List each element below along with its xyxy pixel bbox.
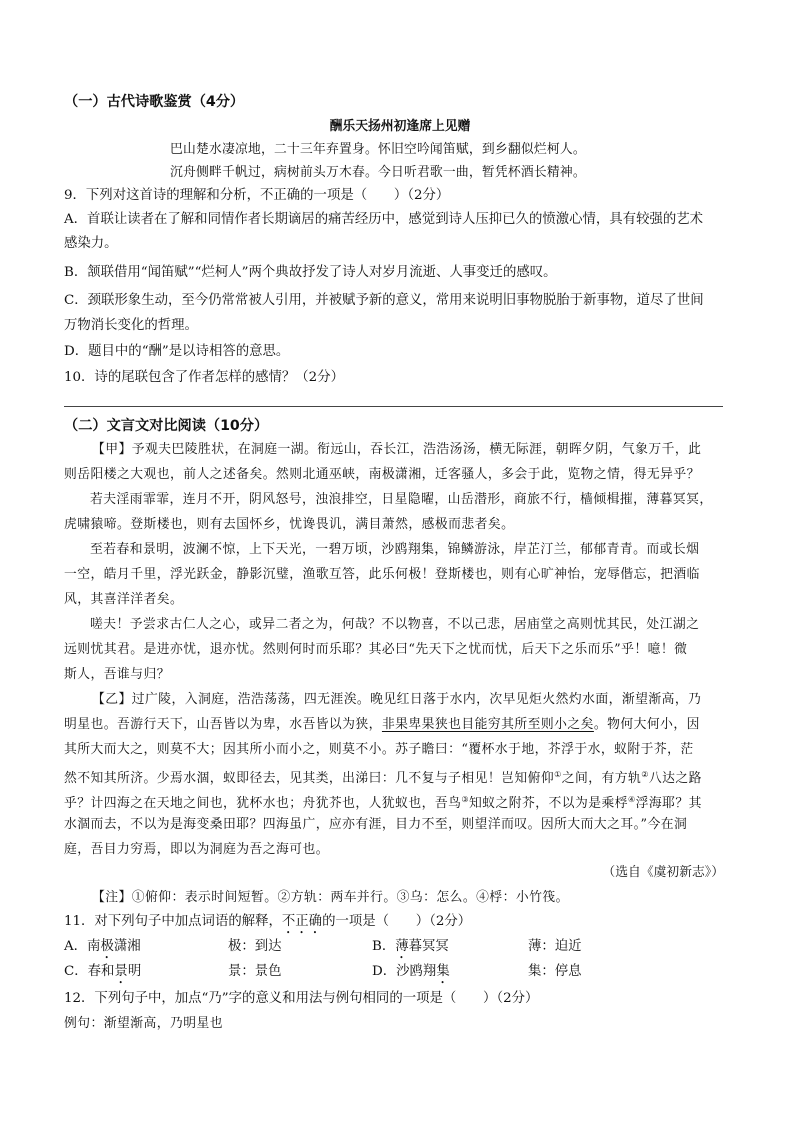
poem-line-2: 沉舟侧畔千帆过，病树前头万木春。今日听君歌一曲，暂凭杯酒长精神。 xyxy=(170,165,586,180)
jia-line-9: 远则忧其君。是进亦忧，退亦忧。然则何时而乐耶？其必曰“先天下之忧而忧，后天下之乐而乐”乎！噫！微 xyxy=(64,642,688,657)
q11-a-label: A．南 xyxy=(64,939,101,954)
q11-c-dotted: 景 xyxy=(114,964,128,979)
q11-stem-emphasis: 不正确 xyxy=(281,914,323,929)
jia-line-7: 风，其喜洋洋者矣。 xyxy=(64,592,184,607)
q11-c-label: C．春和 xyxy=(64,964,115,979)
yi-line-7: 庭，吾目力穷焉，即以为洞庭为吾之海可也。 xyxy=(64,842,329,857)
yi-line-2-end: 。物何大何小，因 xyxy=(593,717,700,732)
yi-line-5-c: 浮海耶？其 xyxy=(635,796,702,811)
yi-line-5-b: 知蚁之附芥，不以为是乘桴 xyxy=(469,796,628,811)
yi-line-3: 其所大而大之，则莫不大；因其所小而小之，则莫不小。苏子瞻曰：“覆杯水于地，芥浮于水，蚁附于芥，茫 xyxy=(64,742,694,757)
jia-line-3: 若夫淫雨霏霏，连月不开，阴风怒号，浊浪排空，日星隐曜，山岳潜形，商旅不行，樯倾楫摧，薄暮冥冥， xyxy=(90,492,713,507)
q11-option-a xyxy=(64,938,141,962)
q11-d-label: D．沙鸥翔 xyxy=(372,964,437,979)
yi-line-6: 水涸而去，不以为是海变桑田耶？四海虽广，应亦有涯，目力不至，则望洋而叹。因所大而大之耳。”今在洞 xyxy=(64,817,688,832)
note-marker-1: ① xyxy=(554,770,562,779)
q11-option-c xyxy=(64,963,141,987)
yi-line-4-a: 然不知其所济。少焉水涸，蚁即径去，见其类，出涕曰：几不复与子相见！岂知俯仰 xyxy=(64,771,555,786)
q11-option-b xyxy=(372,938,449,962)
jia-line-6: 一空，皓月千里，浮光跃金，静影沉璧，渔歌互答，此乐何极！登斯楼也，则有心旷神怡，宠辱偕忘，把酒临 xyxy=(64,567,700,582)
q11-stem-b: 的一项是（ ）（2分） xyxy=(322,914,472,929)
q11-stem-a: 11．对下列句子中加点词语的解释， xyxy=(64,914,282,929)
yi-line-2-text: 明星也。吾游行天下，山吾皆以为卑，水吾皆以为狭， xyxy=(64,717,382,732)
source-citation: （选自《虞初新志》） xyxy=(602,865,724,880)
jia-line-8: 嗟夫！予尝求古仁人之心，或异二者之为，何哉？不以物喜，不以己悲，居庙堂之高则忧其民，处江湖之 xyxy=(90,617,700,632)
q9-option-c-line1: C．颈联形象生动，至今仍常常被人引用，并被赋予新的意义，常用来说明旧事物脱胎于新事物，道尽了世间 xyxy=(64,293,704,308)
yi-line-1: 【乙】过广陵，入洞庭，浩浩荡荡，四无涯涘。晚见红日落于水内，次早见炬火然灼水面，渐望渐高，乃 xyxy=(92,692,702,707)
q11-option-b-gloss: 薄：迫近 xyxy=(528,939,582,954)
q9-option-c-line2: 万物消长变化的哲理。 xyxy=(64,318,198,333)
yi-line-4-b: 之间，有方轨 xyxy=(561,771,642,786)
poem-line-1: 巴山楚水凄凉地，二十三年弃置身。怀旧空吟闻笛赋，到乡翻似烂柯人。 xyxy=(170,142,586,157)
q10-stem: 10．诗的尾联包含了作者怎样的感情？（2分） xyxy=(64,370,344,385)
yi-line-4-c: 八达之路 xyxy=(648,771,702,786)
jia-line-5: 至若春和景明，波澜不惊，上下天光，一碧万顷，沙鸥翔集，锦鳞游泳，岸芷汀兰，郁郁青青。而或长烟 xyxy=(90,542,700,557)
q11-d-dotted: 集 xyxy=(436,964,450,979)
section-2-title: （二）文言文对比阅读（10分） xyxy=(64,418,269,434)
q9-option-d: D．题目中的“酬”是以诗相答的意思。 xyxy=(64,344,290,359)
q9-option-a-line1: A．首联让读者在了解和同情作者长期谪居的痛苦经历中，感觉到诗人压抑已久的愤激心情，具有较强的艺术 xyxy=(64,212,704,227)
q11-option-c-gloss: 景：景色 xyxy=(228,964,282,979)
yi-line-2 xyxy=(64,716,700,734)
poem-title: 酬乐天扬州初逢席上见赠 xyxy=(329,119,471,134)
yi-underlined-sentence: 非果卑果狭也目能穷其所至则小之矣 xyxy=(381,717,594,732)
note-marker-4: ④ xyxy=(628,795,636,804)
q9-option-a-line2: 感染力。 xyxy=(64,236,118,251)
q11-option-a-gloss: 极：到达 xyxy=(228,939,282,954)
annotation-notes: 【注】①俯仰：表示时间短暂。②方轨：两车并行。③乌：怎么。④桴：小竹筏。 xyxy=(92,890,569,905)
jia-line-4: 虎啸猿啼。登斯楼也，则有去国怀乡，忧谗畏讥，满目萧然，感极而悲者矣。 xyxy=(64,517,515,532)
q11-a-rest: 潇湘 xyxy=(113,939,141,954)
q9-stem: 9．下列对这首诗的理解和分析，不正确的一项是（ ）（2分） xyxy=(64,188,450,203)
note-marker-3: ③ xyxy=(461,795,470,804)
jia-line-10: 斯人，吾谁与归？ xyxy=(64,667,170,682)
q9-option-b: B．颔联借用“闻笛赋”“烂柯人”两个典故抒发了诗人对岁月流逝、人事变迁的感叹。 xyxy=(64,265,557,280)
jia-line-2: 则岳阳楼之大观也，前人之述备矣。然则北通巫峡，南极潇湘，迁客骚人，多会于此，览物之情，得无异乎？ xyxy=(64,467,700,482)
yi-line-5-a: 乎？计四海之在天地之间也，犹杯水也；舟犹芥也，人犹蚁也，吾鸟 xyxy=(64,796,462,811)
yi-line-4 xyxy=(64,766,702,788)
q12-example: 例句：渐望渐高，乃明星也 xyxy=(64,1016,223,1031)
q11-b-dotted: 薄 xyxy=(395,939,409,954)
note-marker-2: ② xyxy=(641,770,649,779)
q11-stem xyxy=(64,913,471,937)
q11-option-d-gloss: 集：停息 xyxy=(528,964,582,979)
q12-stem: 12．下列句子中，加点“乃”字的意义和用法与例句相同的一项是（ ）（2分） xyxy=(64,991,539,1006)
q11-b-rest: 暮冥冥 xyxy=(408,939,449,954)
jia-line-1: 【甲】予观夫巴陵胜状，在洞庭一湖。衔远山，吞长江，浩浩汤汤，横无际涯，朝晖夕阴，气象万千，此 xyxy=(92,442,702,457)
q11-b-label: B． xyxy=(372,939,396,954)
q11-c-rest: 明 xyxy=(127,964,142,979)
answer-line xyxy=(64,406,723,407)
q11-a-dotted: 极 xyxy=(100,939,114,954)
section-1-title: （一）古代诗歌鉴赏（4分） xyxy=(64,94,245,110)
q11-option-d xyxy=(372,963,450,987)
yi-line-5 xyxy=(64,791,702,813)
